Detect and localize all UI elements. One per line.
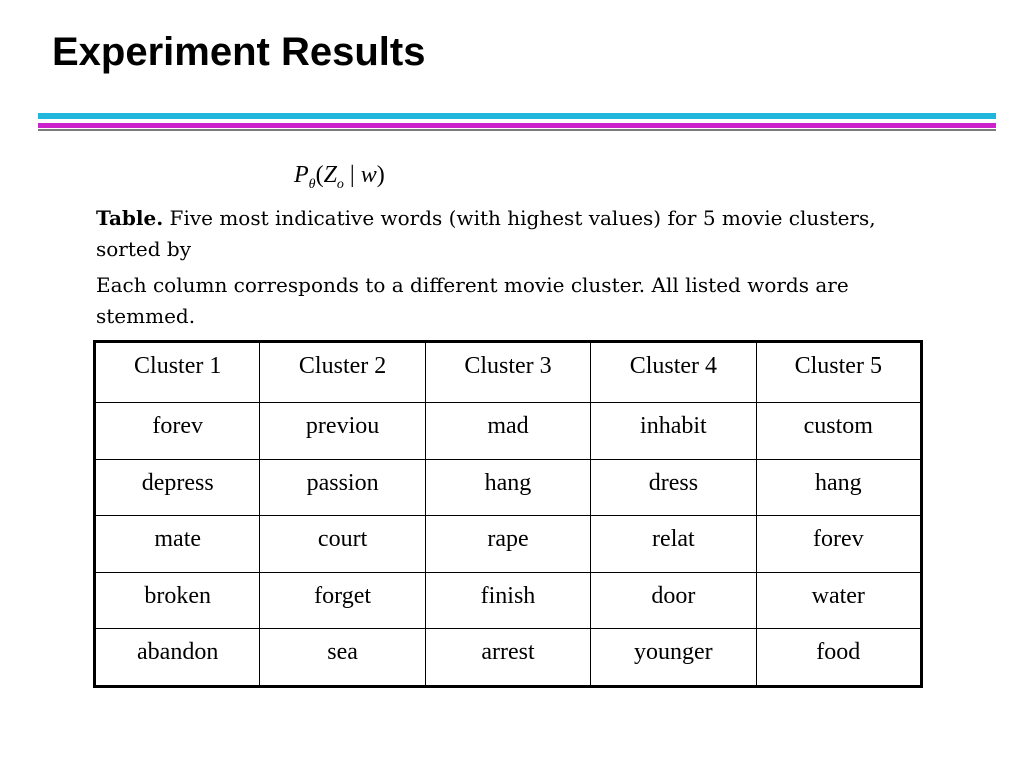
table-cell: forev xyxy=(756,516,921,573)
formula-close: ) xyxy=(376,162,385,188)
table-row xyxy=(95,572,922,629)
table-cell: previou xyxy=(260,403,425,460)
table-cell: forev xyxy=(95,403,260,460)
slide-title: Experiment Results xyxy=(52,30,426,74)
table-cell: sea xyxy=(260,629,425,687)
table-cell: depress xyxy=(95,459,260,516)
table-cell: food xyxy=(756,629,921,687)
table-row xyxy=(95,403,922,460)
table-caption xyxy=(96,203,926,265)
formula-theta: θ xyxy=(308,176,316,192)
table-cell: broken xyxy=(95,572,260,629)
table-cell: inhabit xyxy=(591,403,756,460)
table-cell: mad xyxy=(425,403,590,460)
cluster-table xyxy=(93,340,923,688)
header-cluster-5: Cluster 5 xyxy=(756,342,921,403)
table-cell: custom xyxy=(756,403,921,460)
caption-line1: Five most indicative words (with highest values) for 5 movie clusters, sorted by xyxy=(96,206,876,261)
formula-o: o xyxy=(336,176,344,192)
formula-p: P xyxy=(294,162,309,188)
caption-label: Table. xyxy=(96,206,164,230)
probability-formula xyxy=(294,162,385,193)
table-cell: younger xyxy=(591,629,756,687)
table-cell: door xyxy=(591,572,756,629)
table-cell: forget xyxy=(260,572,425,629)
table-row xyxy=(95,516,922,573)
table-row xyxy=(95,459,922,516)
formula-open: ( xyxy=(315,162,324,188)
table-cell: hang xyxy=(425,459,590,516)
table-cell: abandon xyxy=(95,629,260,687)
table-caption-note: Each column corresponds to a different movie cluster. All listed words are stemmed. xyxy=(96,273,849,328)
table-header-row xyxy=(95,342,922,403)
header-cluster-3: Cluster 3 xyxy=(425,342,590,403)
header-cluster-4: Cluster 4 xyxy=(591,342,756,403)
table-cell: relat xyxy=(591,516,756,573)
title-rule-magenta xyxy=(38,123,996,128)
table-cell: mate xyxy=(95,516,260,573)
table-row xyxy=(95,629,922,687)
formula-bar: | xyxy=(343,162,361,188)
table-cell: water xyxy=(756,572,921,629)
table-cell: rape xyxy=(425,516,590,573)
table-cell: finish xyxy=(425,572,590,629)
formula-z: Z xyxy=(323,162,337,188)
title-rule-thin xyxy=(38,129,996,131)
table-cell: court xyxy=(260,516,425,573)
header-cluster-2: Cluster 2 xyxy=(260,342,425,403)
header-cluster-1: Cluster 1 xyxy=(95,342,260,403)
table-cell: arrest xyxy=(425,629,590,687)
table-cell: dress xyxy=(591,459,756,516)
formula-w: w xyxy=(360,162,377,188)
table-cell: passion xyxy=(260,459,425,516)
table-cell: hang xyxy=(756,459,921,516)
